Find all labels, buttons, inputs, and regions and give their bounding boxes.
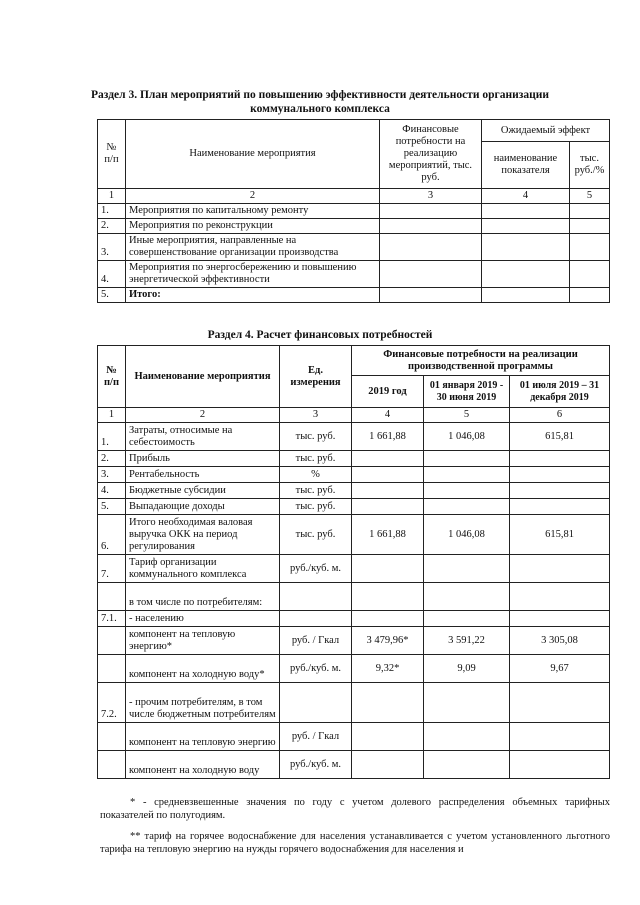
section3-title-line1: Раздел 3. План мероприятий по повышению эффективности деятельности организации (91, 89, 549, 101)
row-2019: 9,32* (352, 655, 424, 683)
row-name: Итого: (126, 288, 380, 303)
s4-header-num: № п/п (98, 346, 126, 408)
table-row (98, 234, 610, 261)
section3-table (97, 119, 610, 303)
row-unit: руб. / Гкал (280, 723, 352, 751)
table-row (98, 627, 610, 655)
s4-colnum: 1 (98, 408, 126, 423)
s4-header-h2: 01 июля 2019 – 31 декабря 2019 (510, 376, 610, 408)
row-num: 7.1. (98, 611, 126, 627)
s3-colnum: 2 (126, 189, 380, 204)
row-2019 (352, 723, 424, 751)
table-row (98, 467, 610, 483)
section4-title: Раздел 4. Расчет финансовых потребностей (207, 329, 433, 341)
s3-colnum: 4 (482, 189, 570, 204)
row-unit: тыс. руб. (280, 515, 352, 555)
row-h2 (510, 583, 610, 611)
s3-header-name: Наименование мероприятия (126, 120, 380, 189)
row-num: 4. (98, 261, 126, 288)
row-unit: руб./куб. м. (280, 751, 352, 779)
s3-header-indicator: наименование показателя (482, 142, 570, 189)
row-name: компонент на холодную воду (126, 751, 280, 779)
s4-header-name: Наименование мероприятия (126, 346, 280, 408)
section3-title-line2: коммунального комплекса (250, 103, 390, 115)
table-row (98, 219, 610, 234)
row-name: Рентабельность (126, 467, 280, 483)
row-num: 7.2. (98, 683, 126, 723)
row-2019 (352, 555, 424, 583)
row-h1 (424, 583, 510, 611)
row-2019 (352, 467, 424, 483)
table-row (98, 611, 610, 627)
s3-header-num: № п/п (98, 120, 126, 189)
row-name: - населению (126, 611, 280, 627)
row-num (98, 655, 126, 683)
row-h1 (424, 555, 510, 583)
footnote-2: ** тариф на горячее водоснабжение для населения устанавливается с учетом установленного льготного тарифа на тепловую энергию на нужды горячего водоснабжения для населения и (100, 831, 610, 855)
row-h2 (510, 467, 610, 483)
row-h1 (424, 683, 510, 723)
row-name: Затраты, относимые на себестоимость (126, 423, 280, 451)
row-num: 3. (98, 234, 126, 261)
row-unit: тыс. руб. (280, 423, 352, 451)
row-num: 6. (98, 515, 126, 555)
row-name: Выпадающие доходы (126, 499, 280, 515)
section4-table (97, 345, 610, 779)
row-h1 (424, 723, 510, 751)
s4-colnum: 4 (352, 408, 424, 423)
s3-colnum: 3 (380, 189, 482, 204)
row-unit: тыс. руб. (280, 483, 352, 499)
row-h1 (424, 499, 510, 515)
row-name: Иные мероприятия, направленные на совершенствование организации производства (126, 234, 380, 261)
row-name: Мероприятия по энергосбережению и повышению энергетической эффективности (126, 261, 380, 288)
row-num: 3. (98, 467, 126, 483)
s4-colnum: 6 (510, 408, 610, 423)
row-unit (280, 583, 352, 611)
row-2019: 1 661,88 (352, 515, 424, 555)
row-h2 (510, 723, 610, 751)
row-num: 1. (98, 204, 126, 219)
row-2019 (352, 483, 424, 499)
row-unit: тыс. руб. (280, 499, 352, 515)
row-h1 (424, 611, 510, 627)
s4-header-h1: 01 января 2019 - 30 июня 2019 (424, 376, 510, 408)
row-h2: 615,81 (510, 515, 610, 555)
row-2019 (352, 611, 424, 627)
row-2019 (352, 683, 424, 723)
row-2019 (352, 499, 424, 515)
row-unit: руб./куб. м. (280, 555, 352, 583)
row-unit (280, 683, 352, 723)
row-name: компонент на тепловую энергию (126, 723, 280, 751)
row-h1: 9,09 (424, 655, 510, 683)
row-h2 (510, 751, 610, 779)
table-row (98, 723, 610, 751)
row-h2 (510, 483, 610, 499)
row-unit: % (280, 467, 352, 483)
row-name: Итого необходимая валовая выручка ОКК на период регулирования (126, 515, 280, 555)
s4-colnum: 5 (424, 408, 510, 423)
s4-header-2019: 2019 год (352, 376, 424, 408)
row-2019: 1 661,88 (352, 423, 424, 451)
row-h1: 3 591,22 (424, 627, 510, 655)
s3-colnum: 1 (98, 189, 126, 204)
section3-title (0, 88, 640, 116)
table-row (98, 204, 610, 219)
row-2019 (352, 583, 424, 611)
footnotes (100, 796, 610, 856)
row-name: - прочим потребителям, в том числе бюджетным потребителям (126, 683, 280, 723)
row-num: 1. (98, 423, 126, 451)
s3-colnum: 5 (570, 189, 610, 204)
row-num: 5. (98, 499, 126, 515)
row-num: 4. (98, 483, 126, 499)
row-h2: 615,81 (510, 423, 610, 451)
row-2019 (352, 451, 424, 467)
footnote-1: * - средневзвешенные значения по году с учетом долевого распределения объемных тарифных показателей по полугодиям. (100, 797, 610, 821)
row-h2: 3 305,08 (510, 627, 610, 655)
row-unit (280, 611, 352, 627)
s3-header-effect: Ожидаемый эффект (482, 120, 610, 142)
row-h1 (424, 751, 510, 779)
table-row (98, 451, 610, 467)
row-num: 2. (98, 219, 126, 234)
row-h1 (424, 467, 510, 483)
row-num: 7. (98, 555, 126, 583)
row-num (98, 627, 126, 655)
row-name: Тариф организации коммунального комплекса (126, 555, 280, 583)
row-unit: руб. / Гкал (280, 627, 352, 655)
row-h1: 1 046,08 (424, 423, 510, 451)
table-row (98, 288, 610, 303)
table-row (98, 583, 610, 611)
table-row (98, 261, 610, 288)
table-row (98, 683, 610, 723)
table-row (98, 483, 610, 499)
row-unit: руб./куб. м. (280, 655, 352, 683)
row-h2 (510, 611, 610, 627)
row-2019: 3 479,96* (352, 627, 424, 655)
row-h2 (510, 499, 610, 515)
row-name: Мероприятия по реконструкции (126, 219, 380, 234)
s3-header-unit: тыс. руб./% (570, 142, 610, 189)
row-name: Мероприятия по капитальному ремонту (126, 204, 380, 219)
row-num (98, 751, 126, 779)
row-h1 (424, 451, 510, 467)
s4-colnum: 2 (126, 408, 280, 423)
row-name: Прибыль (126, 451, 280, 467)
row-name: компонент на холодную воду* (126, 655, 280, 683)
table-row (98, 499, 610, 515)
row-unit: тыс. руб. (280, 451, 352, 467)
row-num: 2. (98, 451, 126, 467)
row-name: компонент на тепловую энергию* (126, 627, 280, 655)
s3-header-fin: Финансовые потребности на реализацию мероприятий, тыс. руб. (380, 120, 482, 189)
row-h2 (510, 451, 610, 467)
row-name: в том числе по потребителям: (126, 583, 280, 611)
s4-colnum: 3 (280, 408, 352, 423)
s4-header-unit: Ед. измерения (280, 346, 352, 408)
table-row (98, 555, 610, 583)
row-h1 (424, 483, 510, 499)
s4-header-fin: Финансовые потребности на реализации производственной программы (352, 346, 610, 376)
row-num: 5. (98, 288, 126, 303)
row-num (98, 723, 126, 751)
table-row (98, 515, 610, 555)
row-name: Бюджетные субсидии (126, 483, 280, 499)
row-h2 (510, 555, 610, 583)
table-row (98, 655, 610, 683)
table-row (98, 751, 610, 779)
table-row (98, 423, 610, 451)
row-h2: 9,67 (510, 655, 610, 683)
row-num (98, 583, 126, 611)
row-h2 (510, 683, 610, 723)
row-2019 (352, 751, 424, 779)
row-h1: 1 046,08 (424, 515, 510, 555)
